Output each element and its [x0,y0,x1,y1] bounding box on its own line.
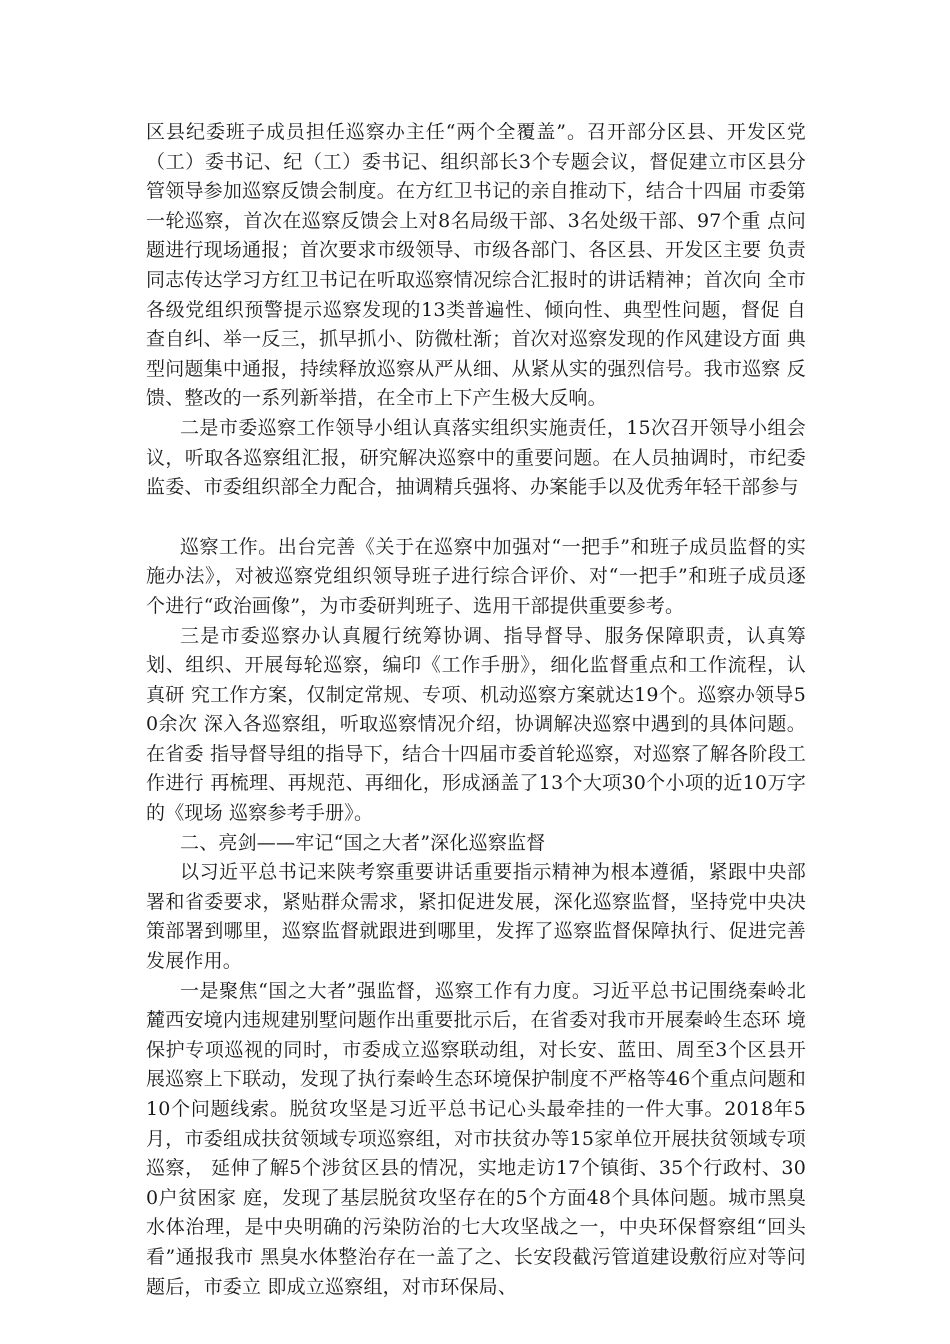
paragraph-inspection-coverage: 区县纪委班子成员担任巡察办主任“两个全覆盖”。召开部分区县、开发区党（工）委书记、纪（工）委书记、组织部长3个专题会议，督促建立市区县分管领导参加巡察反馈会制度。在方红卫书记的亲自推动下，结合十四届 市委第一轮巡察，首次在巡察反馈会上对8名局级干部、3名处级干部、97个重 点问题进行现场通报；首次要求市级领导、市级各部门、各区县、开发区主要 负责同志传达学习方红卫书记在听取巡察情况综合汇报时的讲话精神；首次向 全市各级党组织预警提示巡察发现的13类普遍性、倾向性、典型性问题，督促 自查自纠、举一反三，抓早抓小、防微杜渐；首次对巡察发现的作风建设方面 典型问题集中通报，持续释放巡察从严从细、从紧从实的强烈信号。我市巡察 反馈、整改的一系列新举措，在全市上下产生极大反响。 [146,121,806,410]
document-page [146,118,806,1302]
paragraph-leading-group: 二是市委巡察工作领导小组认真落实组织实施责任，15次召开领导小组会议，听取各巡察组汇报，研究解决巡察中的重要问题。在人员抽调时，市纪委监委、市委组织部全力配合，抽调精兵强将、办案能手以及优秀年轻干部参与 [146,416,806,499]
paragraph-supervision-measures: 巡察工作。出台完善《关于在巡察中加强对“一把手”和班子成员监督的实施办法》，对被巡察党组织领导班子进行综合评价、对“一把手”和班子成员逐个进行“政治画像”，为市委研判班子、选用干部提供重要参考。 [146,535,806,617]
paragraph-guiding-principle: 以习近平总书记来陕考察重要讲话重要指示精神为根本遵循，紧跟中央部署和省委要求，紧贴群众需求，紧扣促进发展，深化巡察监督，坚持党中央决策部署到哪里，巡察监督就跟进到哪里，发挥了巡察监督保障执行、促进完善发展作用。 [146,861,806,973]
paragraph-inspection-office: 三是市委巡察办认真履行统筹协调、指导督导、服务保障职责，认真筹划、组织、开展每轮巡察，编印《工作手册》，细化监督重点和工作流程，认真研 究工作方案，仅制定常规、专项、机动巡察方案就达19个。巡察办领导50余次 深入各巡察组，听取巡察情况介绍，协调解决巡察中遇到的具体问题。在省委 指导督导组的指导下，结合十四届市委首轮巡察，对巡察了解各阶段工作进行 再梳理、再规范、再细化，形成涵盖了13个大项30个小项的近10万字的《现场 巡察参考手册》。 [146,624,806,825]
section-heading: 二、亮剑——牢记“国之大者”深化巡察监督 [180,831,546,854]
paragraph-focus-supervision: 一是聚焦“国之大者”强监督，巡察工作有力度。习近平总书记围绕秦岭北麓西安境内违规建别墅问题作出重要批示后，在省委对我市开展秦岭生态环 境保护专项巡视的同时，市委成立巡察联动组，对长安、蓝田、周至3个区县开展巡察上下联动，发现了执行秦岭生态环境保护制度不严格等46个重点问题和10个问题线索。脱贫攻坚是习近平总书记心头最牵挂的一件大事。2018年5月，市委组成扶贫领域专项巡察组，对市扶贫办等15家单位开展扶贫领域专项巡察， 延伸了解5个涉贫区县的情况，实地走访17个镇街、35个行政村、300户贫困家 庭，发现了基层脱贫攻坚存在的5个方面48个具体问题。城市黑臭水体治理，是中央明确的污染防治的七大攻坚战之一，中央环保督察组“回头看”通报我市 黑臭水体整治存在一盖了之、长安段截污管道建设敷衍应对等问题后，市委立 即成立巡察组，对市环保局、 [146,979,806,1298]
page-break-gap [146,503,806,533]
